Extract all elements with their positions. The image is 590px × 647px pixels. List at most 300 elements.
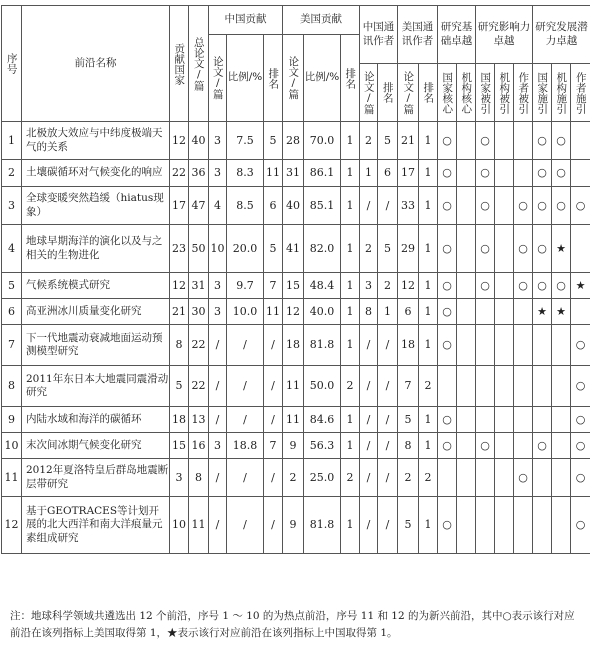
cell-uc-p: 5 [398,497,419,554]
cell-marker: ○ [533,122,552,160]
cell-marker [552,407,571,433]
cell-marker [495,459,514,497]
cell-marker [514,366,533,407]
cell-marker: ★ [533,299,552,325]
cell-total: 13 [189,407,209,433]
cell-marker: ○ [476,122,495,160]
cell-marker [476,325,495,366]
cell-cn-r: 18.8 [227,433,264,459]
cell-cc-p: / [360,366,378,407]
header-cc-rank: 排名 [378,64,398,122]
cell-cn-p: / [209,407,227,433]
cell-marker [495,299,514,325]
header-uc-papers: 论文/篇 [398,64,419,122]
cell-cn-p: / [209,459,227,497]
cell-us-r: 56.3 [304,433,341,459]
cell-cn-r: 10.0 [227,299,264,325]
cell-cc-k: / [378,325,398,366]
cell-marker: ○ [533,433,552,459]
header-seq: 序号 [2,6,22,122]
cell-marker: ○ [438,299,457,325]
cell-us-k: 1 [341,187,360,225]
header-uc-rank: 排名 [419,64,438,122]
cell-uc-k: 2 [419,459,438,497]
cell-marker: ○ [552,160,571,187]
cell-marker [514,325,533,366]
cell-seq: 5 [2,273,22,299]
cell-us-r: 82.0 [304,225,341,273]
header-country-cited: 国家被引 [476,64,495,122]
cell-cn-r: / [227,497,264,554]
cell-uc-k: 1 [419,433,438,459]
cell-name: 土壤碳循环对气候变化的响应 [22,160,170,187]
cell-total: 31 [189,273,209,299]
cell-us-p: 15 [283,273,304,299]
cell-marker [457,273,476,299]
cell-marker: ○ [438,497,457,554]
cell-total: 36 [189,160,209,187]
header-usa-contrib: 美国贡献 [283,6,360,35]
cell-name: 2011年东日本大地震同震滑动研究 [22,366,170,407]
cell-total: 22 [189,366,209,407]
cell-uc-k: 1 [419,407,438,433]
cell-us-p: 11 [283,407,304,433]
cell-marker [495,366,514,407]
table-row [2,366,590,407]
cell-uc-k: 1 [419,160,438,187]
cell-us-r: 40.0 [304,299,341,325]
cell-seq: 2 [2,160,22,187]
cell-cc-p: 8 [360,299,378,325]
cell-marker: ○ [438,122,457,160]
cell-marker [476,299,495,325]
header-research-dev: 研究发展潜力卓越 [533,6,590,64]
cell-marker: ○ [533,187,552,225]
cell-marker: ○ [438,325,457,366]
cell-cc-p: / [360,187,378,225]
table-row [2,459,590,497]
cell-seq: 6 [2,299,22,325]
cell-seq: 10 [2,433,22,459]
cell-marker: ○ [571,407,590,433]
cell-uc-p: 17 [398,160,419,187]
cell-marker [438,459,457,497]
cell-marker: ★ [552,225,571,273]
cell-cn-k: 7 [264,273,283,299]
cell-countries: 23 [170,225,189,273]
header-inst-core: 机构核心 [457,64,476,122]
cell-marker [552,325,571,366]
cell-marker [495,433,514,459]
cell-marker [476,497,495,554]
cell-cc-k: 1 [378,299,398,325]
cell-cn-k: / [264,407,283,433]
table-row [2,497,590,554]
cell-marker: ○ [476,187,495,225]
header-usa-corr: 美国通讯作者 [398,6,438,64]
cell-marker: ○ [533,225,552,273]
cell-cc-p: 2 [360,122,378,160]
cell-marker [495,407,514,433]
cell-uc-k: 1 [419,122,438,160]
header-china-contrib: 中国贡献 [209,6,283,35]
cell-total: 8 [189,459,209,497]
cell-marker [495,122,514,160]
cell-us-r: 25.0 [304,459,341,497]
cell-marker: ○ [571,497,590,554]
cell-name: 全球变暖突然趋缓（hiatus现象） [22,187,170,225]
cell-marker [533,366,552,407]
cell-cc-k: 6 [378,160,398,187]
cell-marker: ★ [571,273,590,299]
cell-cn-k: / [264,366,283,407]
cell-us-p: 9 [283,433,304,459]
table-row [2,160,590,187]
cell-seq: 8 [2,366,22,407]
cell-us-r: 84.6 [304,407,341,433]
cell-cn-p: 3 [209,160,227,187]
cell-seq: 12 [2,497,22,554]
cell-uc-p: 18 [398,325,419,366]
cell-us-r: 81.8 [304,497,341,554]
cell-marker: ○ [438,225,457,273]
cell-marker [514,407,533,433]
cell-marker [457,122,476,160]
cell-marker [476,459,495,497]
cell-marker: ○ [438,160,457,187]
cell-cn-r: / [227,366,264,407]
cell-us-p: 2 [283,459,304,497]
cell-uc-k: 1 [419,299,438,325]
cell-name: 内陆水域和海洋的碳循环 [22,407,170,433]
header-cn-ratio: 比例/% [227,35,264,122]
cell-countries: 12 [170,273,189,299]
cell-cc-p: / [360,325,378,366]
cell-total: 50 [189,225,209,273]
cell-marker: ○ [476,433,495,459]
cell-marker: ○ [571,325,590,366]
header-total-papers: 总论文/篇 [189,6,209,122]
cell-marker [457,459,476,497]
cell-marker: ○ [438,187,457,225]
cell-marker [571,299,590,325]
cell-countries: 5 [170,366,189,407]
cell-marker [457,187,476,225]
footnote: 注：地球科学领域共遴选出 12 个前沿，序号 1 ～ 10 的为热点前沿，序号 11 和 12 的为新兴前沿，其中○表示该行对应前沿在该列指标上美国取得第 1，★表示该行对应前沿在该列指标上中国取得第 1。 [10,610,575,639]
cell-marker: ○ [571,459,590,497]
cell-name: 2012年夏洛特皇后群岛地震断层带研究 [22,459,170,497]
cell-marker [495,225,514,273]
cell-name: 地球早期海洋的演化以及与之相关的生物进化 [22,225,170,273]
cell-marker [552,366,571,407]
header-china-corr: 中国通讯作者 [360,6,398,64]
cell-us-r: 48.4 [304,273,341,299]
cell-uc-p: 33 [398,187,419,225]
cell-marker [514,299,533,325]
cell-cn-p: 3 [209,433,227,459]
cell-marker: ○ [571,433,590,459]
cell-name: 下一代地震动衰减地面运动预测模型研究 [22,325,170,366]
cell-us-p: 31 [283,160,304,187]
cell-us-p: 41 [283,225,304,273]
cell-uc-k: 2 [419,366,438,407]
table-row [2,225,590,273]
cell-marker: ○ [476,160,495,187]
cell-marker [495,273,514,299]
cell-cc-k: / [378,407,398,433]
cell-cc-k: / [378,366,398,407]
header-cn-rank: 排名 [264,35,283,122]
cell-cn-k: 5 [264,225,283,273]
cell-cn-r: 9.7 [227,273,264,299]
cell-marker [571,225,590,273]
header-us-papers: 论文/篇 [283,35,304,122]
cell-cc-k: 5 [378,225,398,273]
cell-cc-p: 2 [360,225,378,273]
cell-marker: ○ [571,187,590,225]
cell-name: 高亚洲冰川质量变化研究 [22,299,170,325]
header-cn-papers: 论文/篇 [209,35,227,122]
cell-us-r: 86.1 [304,160,341,187]
cell-total: 47 [189,187,209,225]
cell-total: 16 [189,433,209,459]
header-research-base: 研究基础卓越 [438,6,476,64]
cell-marker: ○ [533,160,552,187]
cell-marker [533,497,552,554]
cell-seq: 9 [2,407,22,433]
cell-us-k: 1 [341,433,360,459]
cell-name: 基于GEOTRACES等计划开展的北大西洋和南大洋痕量元素组成研究 [22,497,170,554]
header-author-applied: 作者施引 [571,64,590,122]
cell-marker: ○ [552,273,571,299]
cell-cc-p: / [360,407,378,433]
cell-marker [571,122,590,160]
header-us-ratio: 比例/% [304,35,341,122]
cell-cc-k: / [378,187,398,225]
cell-cn-r: 7.5 [227,122,264,160]
cell-marker [438,366,457,407]
cell-uc-k: 1 [419,273,438,299]
cell-cn-r: / [227,407,264,433]
cell-total: 11 [189,497,209,554]
cell-us-k: 2 [341,459,360,497]
cell-name: 北极放大效应与中纬度极端天气的关系 [22,122,170,160]
cell-cc-k: / [378,433,398,459]
cell-marker: ○ [533,273,552,299]
cell-marker: ○ [476,273,495,299]
cell-marker [533,325,552,366]
cell-seq: 11 [2,459,22,497]
cell-cn-r: / [227,459,264,497]
cell-name: 末次间冰期气候变化研究 [22,433,170,459]
header-contrib-countries: 贡献国家 [170,6,189,122]
cell-marker [495,497,514,554]
cell-us-k: 1 [341,273,360,299]
cell-cn-p: 3 [209,299,227,325]
cell-marker: ○ [552,122,571,160]
cell-cn-p: 3 [209,122,227,160]
cell-us-p: 28 [283,122,304,160]
cell-marker [476,366,495,407]
cell-marker: ★ [552,299,571,325]
cell-marker: ○ [514,225,533,273]
cell-uc-k: 1 [419,325,438,366]
cell-marker [533,407,552,433]
cell-cn-k: 5 [264,122,283,160]
cell-uc-p: 29 [398,225,419,273]
cell-marker [533,459,552,497]
cell-marker [495,187,514,225]
frontier-table [1,5,590,554]
cell-countries: 17 [170,187,189,225]
table-row [2,433,590,459]
cell-cn-p: 4 [209,187,227,225]
header-front-name: 前沿名称 [22,6,170,122]
cell-uc-p: 21 [398,122,419,160]
cell-marker [457,497,476,554]
cell-us-r: 85.1 [304,187,341,225]
header-author-cited: 作者被引 [514,64,533,122]
cell-marker [571,160,590,187]
cell-total: 30 [189,299,209,325]
cell-cn-r: / [227,325,264,366]
header-country-applied: 国家施引 [533,64,552,122]
cell-cn-r: 8.3 [227,160,264,187]
cell-total: 22 [189,325,209,366]
cell-uc-k: 1 [419,187,438,225]
cell-cn-k: / [264,497,283,554]
table-row [2,325,590,366]
cell-name: 气候系统模式研究 [22,273,170,299]
cell-cn-k: 6 [264,187,283,225]
cell-uc-p: 6 [398,299,419,325]
cell-marker [514,160,533,187]
cell-marker [457,407,476,433]
cell-us-p: 9 [283,497,304,554]
cell-marker [495,325,514,366]
table-row [2,187,590,225]
cell-us-k: 1 [341,299,360,325]
cell-us-k: 1 [341,325,360,366]
cell-cc-k: / [378,459,398,497]
header-country-core: 国家核心 [438,64,457,122]
cell-marker: ○ [552,187,571,225]
header-inst-applied: 机构施引 [552,64,571,122]
cell-countries: 22 [170,160,189,187]
cell-us-p: 11 [283,366,304,407]
cell-marker [476,407,495,433]
cell-marker [457,225,476,273]
cell-cc-p: 3 [360,273,378,299]
cell-cn-k: 11 [264,299,283,325]
cell-uc-p: 2 [398,459,419,497]
header-cc-papers: 论文/篇 [360,64,378,122]
cell-marker [457,160,476,187]
table-row [2,273,590,299]
cell-us-r: 70.0 [304,122,341,160]
cell-cn-r: 20.0 [227,225,264,273]
cell-cc-p: 1 [360,160,378,187]
cell-countries: 15 [170,433,189,459]
cell-us-k: 1 [341,497,360,554]
cell-cn-p: 3 [209,273,227,299]
cell-marker: ○ [514,459,533,497]
cell-countries: 3 [170,459,189,497]
cell-uc-k: 1 [419,225,438,273]
cell-cc-p: / [360,433,378,459]
cell-us-k: 1 [341,160,360,187]
cell-cn-k: 11 [264,160,283,187]
cell-cn-p: / [209,325,227,366]
cell-marker: ○ [438,433,457,459]
cell-cc-k: 2 [378,273,398,299]
cell-cn-k: 7 [264,433,283,459]
cell-cn-p: 10 [209,225,227,273]
cell-us-k: 2 [341,366,360,407]
cell-countries: 18 [170,407,189,433]
cell-cn-p: / [209,497,227,554]
cell-cc-k: 5 [378,122,398,160]
cell-us-p: 18 [283,325,304,366]
cell-marker [514,122,533,160]
header-research-impact: 研究影响力卓越 [476,6,533,64]
cell-marker [457,299,476,325]
cell-marker [457,366,476,407]
cell-us-r: 81.8 [304,325,341,366]
cell-marker [457,325,476,366]
cell-uc-k: 1 [419,497,438,554]
cell-cn-k: / [264,459,283,497]
header-us-rank: 排名 [341,35,360,122]
cell-marker: ○ [438,273,457,299]
cell-marker: ○ [476,225,495,273]
cell-marker: ○ [438,407,457,433]
cell-uc-p: 7 [398,366,419,407]
cell-marker [514,433,533,459]
cell-us-p: 40 [283,187,304,225]
cell-uc-p: 5 [398,407,419,433]
cell-cc-p: / [360,459,378,497]
cell-us-k: 1 [341,122,360,160]
cell-cn-r: 8.5 [227,187,264,225]
cell-countries: 10 [170,497,189,554]
cell-seq: 7 [2,325,22,366]
cell-marker: ○ [571,366,590,407]
cell-us-k: 1 [341,225,360,273]
cell-seq: 1 [2,122,22,160]
table-body [2,122,590,554]
cell-seq: 4 [2,225,22,273]
cell-uc-p: 12 [398,273,419,299]
cell-cc-p: / [360,497,378,554]
cell-marker [552,433,571,459]
cell-us-p: 12 [283,299,304,325]
cell-us-k: 1 [341,407,360,433]
cell-marker [552,459,571,497]
table-row [2,122,590,160]
cell-us-r: 50.0 [304,366,341,407]
cell-seq: 3 [2,187,22,225]
cell-cn-k: / [264,325,283,366]
table-row [2,407,590,433]
cell-cn-p: / [209,366,227,407]
cell-total: 40 [189,122,209,160]
cell-countries: 12 [170,122,189,160]
cell-marker [514,497,533,554]
cell-cc-k: / [378,497,398,554]
cell-uc-p: 8 [398,433,419,459]
cell-countries: 21 [170,299,189,325]
